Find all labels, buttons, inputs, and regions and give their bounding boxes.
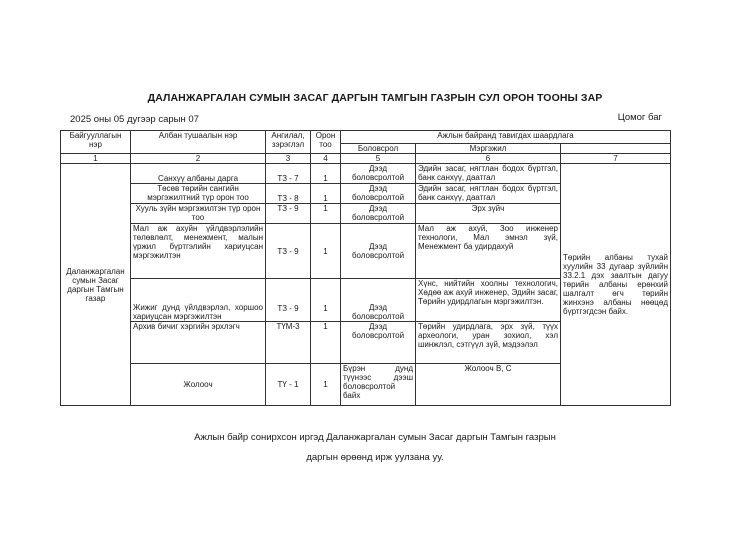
column-number: 2 xyxy=(131,154,266,164)
row-profession: Эдийн засаг, нягтлан бодох бүртгэл, банк санхүү, даатгал xyxy=(416,164,561,184)
column-number: 6 xyxy=(416,154,561,164)
row-count: 1 xyxy=(311,164,341,184)
row-count: 1 xyxy=(311,279,341,322)
row-education: Дээд боловсролтой xyxy=(341,322,416,364)
header-empty xyxy=(561,144,671,154)
row-position: Мал аж ахуйн үйлдвэрлэлийн төлөвлөлт, менежмент, малын үржил бүртгэлийн хариуцсан мэргэжилтэн xyxy=(131,224,266,279)
row-profession: Хүнс, нийтийн хоолны технологич, Хөдөө аж ахуй инженер, Эдийн засаг, Төрийн удирдлагын мэргэжилтэн. xyxy=(416,279,561,322)
column-number: 5 xyxy=(341,154,416,164)
row-count: 1 xyxy=(311,224,341,279)
row-profession: Жолооч В, С xyxy=(416,364,561,406)
row-position: Хууль зүйн мэргэжилтэн түр орон тоо xyxy=(131,204,266,224)
row-profession: Эдийн засаг, нягтлан бодох бүртгэл, банк санхүү, даатгал xyxy=(416,184,561,204)
header-profession: Мэргэжил xyxy=(416,144,561,154)
row-education: Дээд боловсролтой xyxy=(341,164,416,184)
row-profession: Эрх зүйч xyxy=(416,204,561,224)
row-profession: Мал аж ахуй, Зоо инженер технологи, Мал эмнэл зүй, Менежмент ба удирдахуй xyxy=(416,224,561,279)
header-position: Албан тушаалын нэр xyxy=(131,131,266,154)
row-profession: Төрийн удирдлага, эрх зүй, түүх археологи, уран зохиол, хэл шинжлэл, сэтгүүл зүй, мэдээлэл xyxy=(416,322,561,364)
row-rank: ТЗ - 9 xyxy=(266,279,311,322)
row-education: Бүрэн дунд түүнээс дээш боловсролтой байх xyxy=(341,364,416,406)
row-position: Жолооч xyxy=(131,364,266,406)
vacancy-table xyxy=(60,130,671,406)
column-number: 1 xyxy=(61,154,131,164)
row-position: Төсөв төрийн сангийн мэргэжилтний түр орон тоо xyxy=(131,184,266,204)
header-rank: Ангилал, зэрэглэл xyxy=(266,131,311,154)
row-count: 1 xyxy=(311,204,341,224)
row-education: Дээд боловсролтой xyxy=(341,279,416,322)
row-education: Дээд боловсролтой xyxy=(341,184,416,204)
row-position: Архив бичиг хэргийн эрхлэгч xyxy=(131,322,266,364)
column-number: 7 xyxy=(561,154,671,164)
common-requirement: Төрийн албаны тухай хуулийн 33 дугаар зүйлийн 33.2.1 дэх заалтын дагуу төрийн албаны ерөнхий шалгалт өгч төрийн жинхэнэ албаны нөөцөд бүртгэгдсэн байх. xyxy=(561,164,671,406)
column-number-row xyxy=(61,154,671,164)
document-title: ДАЛАНЖАРГАЛАН СУМЫН ЗАСАГ ДАРГЫН ТАМГЫН ГАЗРЫН СУЛ ОРОН ТООНЫ ЗАР xyxy=(147,92,603,104)
footer-line-1: Ажлын байр сонирхсон иргэд Даланжаргалан сумын Засаг даргын Тамгын газрын xyxy=(194,432,556,443)
row-count: 1 xyxy=(311,322,341,364)
row-rank: ТЗ - 8 xyxy=(266,184,311,204)
row-education: Дээд боловсролтой xyxy=(341,204,416,224)
header-requirements: Ажлын байранд тавигдах шаардлага xyxy=(341,131,671,144)
row-rank: ТЗ - 9 xyxy=(266,224,311,279)
org-name: Даланжаргалан сумын Засаг даргын Тамгын газар xyxy=(61,164,131,406)
footer-line-2: даргын өрөөнд ирж уулзана уу. xyxy=(306,452,444,463)
stamp-label: Цомог баг xyxy=(617,112,662,123)
row-rank: ТЗ - 9 xyxy=(266,204,311,224)
row-position: Жижиг дунд үйлдвэрлэл, хоршоо хариуцсан мэргэжилтэн xyxy=(131,279,266,322)
row-rank: ТҮ - 1 xyxy=(266,364,311,406)
row-rank: ТҮМ-3 xyxy=(266,322,311,364)
row-position: Санхүү албаны дарга xyxy=(131,164,266,184)
row-count: 1 xyxy=(311,364,341,406)
row-count: 1 xyxy=(311,184,341,204)
row-rank: ТЗ - 7 xyxy=(266,164,311,184)
header-org: Байгууллагын нэр xyxy=(61,131,131,154)
header-count: Орон тоо xyxy=(311,131,341,154)
column-number: 4 xyxy=(311,154,341,164)
row-education: Дээд боловсролтой xyxy=(341,224,416,279)
table-row xyxy=(61,164,671,184)
announcement-date: 2025 оны 05 дугээр сарын 07 xyxy=(70,114,199,125)
header-education: Боловсрол xyxy=(341,144,416,154)
column-number: 3 xyxy=(266,154,311,164)
